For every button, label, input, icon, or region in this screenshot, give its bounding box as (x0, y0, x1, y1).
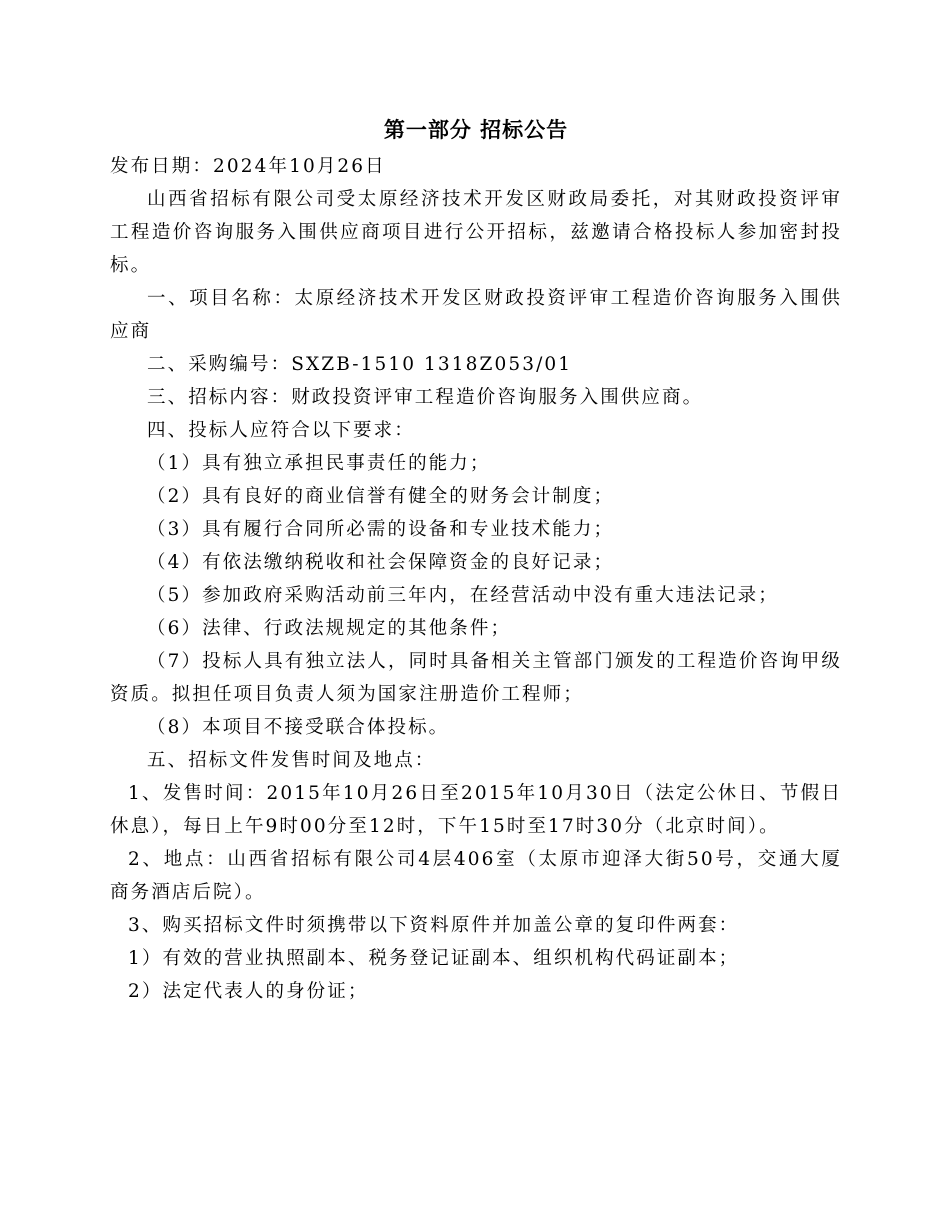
project-name: 一、项目名称：太原经济技术开发区财政投资评审工程造价咨询服务入围供应商 (110, 288, 842, 342)
document-page (110, 112, 842, 1008)
requirement-item: （6）法律、行政法规规定的其他条件； (147, 618, 512, 639)
doc-item: 2）法定代表人的身份证； (128, 981, 369, 1002)
purchase-number: 二、采购编号：SXZB-1510 1318Z053/01 (147, 354, 573, 375)
sale-heading: 五、招标文件发售时间及地点： (147, 750, 436, 771)
intro-paragraph: 山西省招标有限公司受太原经济技术开发区财政局委托，对其财政投资评审工程造价咨询服务入围供应商项目进行公开招标，兹邀请合格投标人参加密封投标。 (110, 189, 842, 276)
sale-time: 1、发售时间：2015年10月26日至2015年10月30日（法定公休日、节假日休息），每日上午9时00分至12时，下午15时至17时30分（北京时间）。 (110, 783, 842, 837)
requirement-item: （8）本项目不接受联合体投标。 (147, 717, 450, 738)
document-title: 第一部分 招标公告 (383, 118, 569, 142)
sale-location: 2、地点：山西省招标有限公司4层406室（太原市迎泽大街50号，交通大厦商务酒店后院）。 (110, 849, 842, 903)
doc-item: 1）有效的营业执照副本、税务登记证副本、组织机构代码证副本； (128, 948, 740, 969)
bid-content: 三、招标内容：财政投资评审工程造价咨询服务入围供应商。 (147, 387, 704, 408)
publish-date: 发布日期：2024年10月26日 (110, 156, 386, 177)
requirement-item: （1）具有独立承担民事责任的能力； (147, 453, 491, 474)
requirement-item: （5）参加政府采购活动前三年内，在经营活动中没有重大违法记录； (147, 585, 779, 606)
requirements-heading: 四、投标人应符合以下要求： (147, 420, 415, 441)
requirement-item: （3）具有履行合同所必需的设备和专业技术能力； (147, 519, 615, 540)
purchase-docs: 3、购买招标文件时须携带以下资料原件并加盖公章的复印件两套： (128, 915, 740, 936)
requirement-item: （4）有依法缴纳税收和社会保障资金的良好记录； (147, 552, 615, 573)
requirement-item: （7）投标人具有独立法人，同时具备相关主管部门颁发的工程造价咨询甲级资质。拟担任项目负责人须为国家注册造价工程师； (110, 651, 842, 705)
requirement-item: （2）具有良好的商业信誉有健全的财务会计制度； (147, 486, 615, 507)
